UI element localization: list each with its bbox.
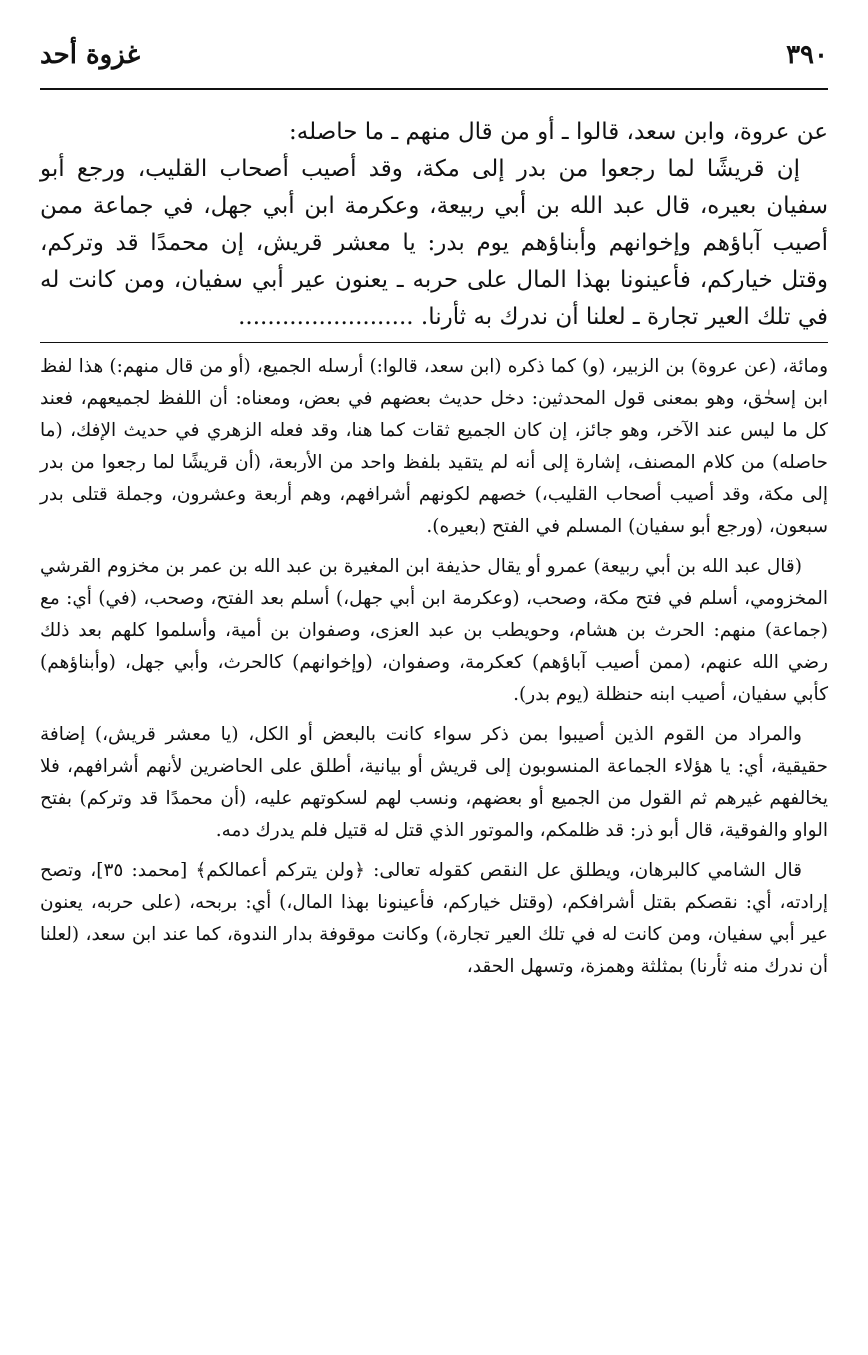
footnote-separator (40, 342, 828, 343)
main-text (40, 114, 828, 336)
commentary-paragraph: (قال عبد الله بن أبي ربيعة) عمرو أو يقال حذيفة ابن المغيرة بن عبد الله بن عمر بن مخزوم القرشي المخزومي، أسلم في فتح مكة، وصحب، (وعكرمة ابن أبي جهل،) أسلم بعد الفتح، وصحب، (في) أي: مع (جماعة) منهم: الحرث بن هشام، وحويطب بن عبد العزى، وصفوان بن أمية، وأسلموا كلهم بعد ذلك رضي الله عنهم، (ممن أصيب آباؤهم) كعكرمة، وصفوان، (وإخوانهم) كالحرث، وأبي جهل، (وأبناؤهم) كأبي سفيان، أصيب ابنه حنظلة (يوم بدر). (40, 556, 828, 705)
commentary-paragraph: والمراد من القوم الذين أصيبوا بمن ذكر سواء كانت بالبعض أو الكل، (يا معشر قريش،) إضافة حقيقية، أي: يا هؤلاء الجماعة المنسوبون إلى قريش أو بيانية، أطلق على الحاضرين لأنهم أشرافهم، فلا يخالفهم غيرهم ثم القول من الجميع أو بعضهم، ونسب لهم لسكوتهم عليه، (أن محمدًا قد وتركم) بفتح الواو والفوقية، قال أبو ذر: قد ظلمكم، والموتور الذي قتل له قتيل فلم يدرك دمه. (40, 724, 828, 841)
running-title: غزوة أحد (40, 40, 141, 70)
commentary-paragraph: قال الشامي كالبرهان، ويطلق عل النقص كقوله تعالى: ﴿ولن يتركم أعمالكم﴾ [محمد: ٣٥]، وتصح إرادته، أي: نقصكم بقتل أشرافكم، (وقتل خياركم، فأعينونا بهذا المال،) أي: بربحه، (على حربه، يعنون عير أبي سفيان، ومن كانت له في تلك العير تجارة،) وكانت موقوفة بدار الندوة، كما عند ابن سعد، (لعلنا أن ندرك منه ثأرنا) بمثلثة وهمزة، وتسهل الحقد، (40, 860, 828, 977)
main-intro: عن عروة، وابن سعد، قالوا ـ أو من قال منهم ـ ما حاصله: (289, 119, 828, 145)
main-body: إن قريشًا لما رجعوا من بدر إلى مكة، وقد أصيب أصحاب القليب، ورجع أبو سفيان بعيره، قال عبد الله بن أبي ربيعة، وعكرمة ابن أبي جهل، في جماعة ممن أصيب آباؤهم وإخوانهم وأبناؤهم يوم بدر: يا معشر قريش، إن محمدًا قد وتركم، وقتل خياركم، فأعينونا بهذا المال على حربه ـ يعنون عير أبي سفيان، ومن كانت له في تلك العير تجارة ـ لعلنا أن ندرك به ثأرنا. ........................ (40, 156, 828, 330)
page-number: ٣٩٠ (786, 40, 828, 70)
commentary (40, 351, 828, 983)
commentary-paragraph: ومائة، (عن عروة) بن الزبير، (و) كما ذكره (ابن سعد، قالوا:) أرسله الجميع، (أو من قال منهم:) هذا لفظ ابن إسحٰق، وهو بمعنى قول المحدثين: دخل حديث بعضهم في بعض، ومعناه: أن اللفظ لجميعهم، فعند كل ما ليس عند الآخر، وهو جائز، إن كان الجميع ثقات كما هنا، وقد فعله الزهري في حديث الإفك، (ما حاصله) من كلام المصنف، إشارة إلى أنه لم يتقيد بلفظ واحد من الأربعة، (أن قريشًا لما رجعوا من بدر إلى مكة، وقد أصيب أصحاب القليب،) خصهم لكونهم أشرافهم، وهم أربعة وعشرون، وجملة قتلى بدر سبعون، (ورجع أبو سفيان) المسلم في الفتح (بعيره). (40, 356, 828, 537)
header-rule (40, 88, 828, 90)
page-header (40, 40, 828, 88)
